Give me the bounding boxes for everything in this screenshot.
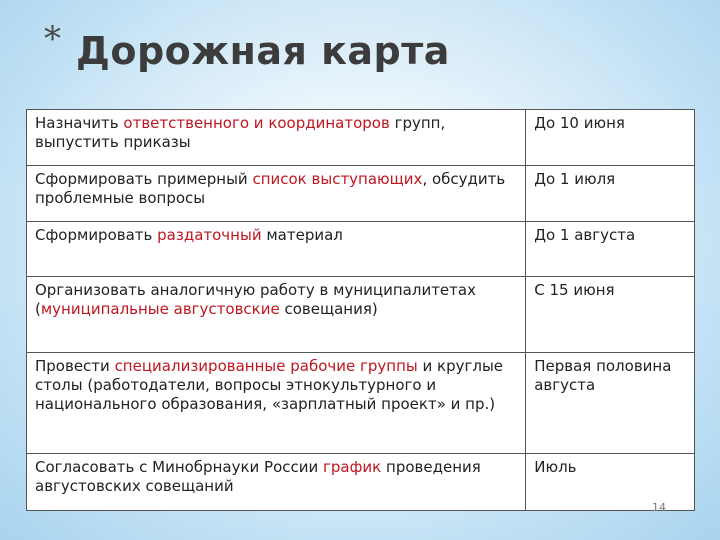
task-highlight: раздаточный [157,226,262,244]
deadline-cell: До 10 июня [526,110,695,166]
task-highlight: муниципальные августовские [40,300,280,318]
deadline-cell: До 1 августа [526,222,695,277]
task-text: групп, выпустить приказы [35,114,446,151]
task-cell [27,110,526,166]
roadmap-table [26,109,695,511]
task-text: материал [261,226,343,244]
task-text: проведения августовских совещаний [35,458,481,495]
slide-title: Дорожная карта [76,29,450,73]
task-text: , обсудить проблемные вопросы [35,170,506,207]
task-highlight: ответственного и координаторов [123,114,390,132]
table-row [27,353,695,454]
page-number: 14 [652,501,666,514]
task-text: Сформировать [35,226,158,244]
deadline-cell: Первая половина августа [526,353,695,454]
task-text: Организовать аналогичную работу в муниципалитетах ( [35,281,476,318]
task-text: Сформировать примерный [35,170,253,188]
task-highlight: список выступающих [252,170,423,188]
deadline-cell: До 1 июля [526,166,695,222]
task-cell [27,222,526,277]
task-cell [27,353,526,454]
title-bullet: * [44,19,61,59]
task-text: Назначить [35,114,124,132]
task-text: Согласовать с Минобрнауки России [35,458,324,476]
task-text: Провести [35,357,115,375]
table-row [27,222,695,277]
table-row [27,110,695,166]
table-row [27,166,695,222]
table-row [27,277,695,353]
deadline-cell: Июль [526,454,695,511]
task-highlight: специализированные рабочие группы [114,357,418,375]
table-row [27,454,695,511]
task-cell [27,166,526,222]
task-cell [27,277,526,353]
deadline-cell: С 15 июня [526,277,695,353]
task-highlight: график [323,458,382,476]
task-text: совещания) [279,300,378,318]
task-text: и круглые столы (работодатели, вопросы этнокультурного и национального образования, «зарплатный проект» и пр.) [35,357,504,413]
task-cell [27,454,526,511]
